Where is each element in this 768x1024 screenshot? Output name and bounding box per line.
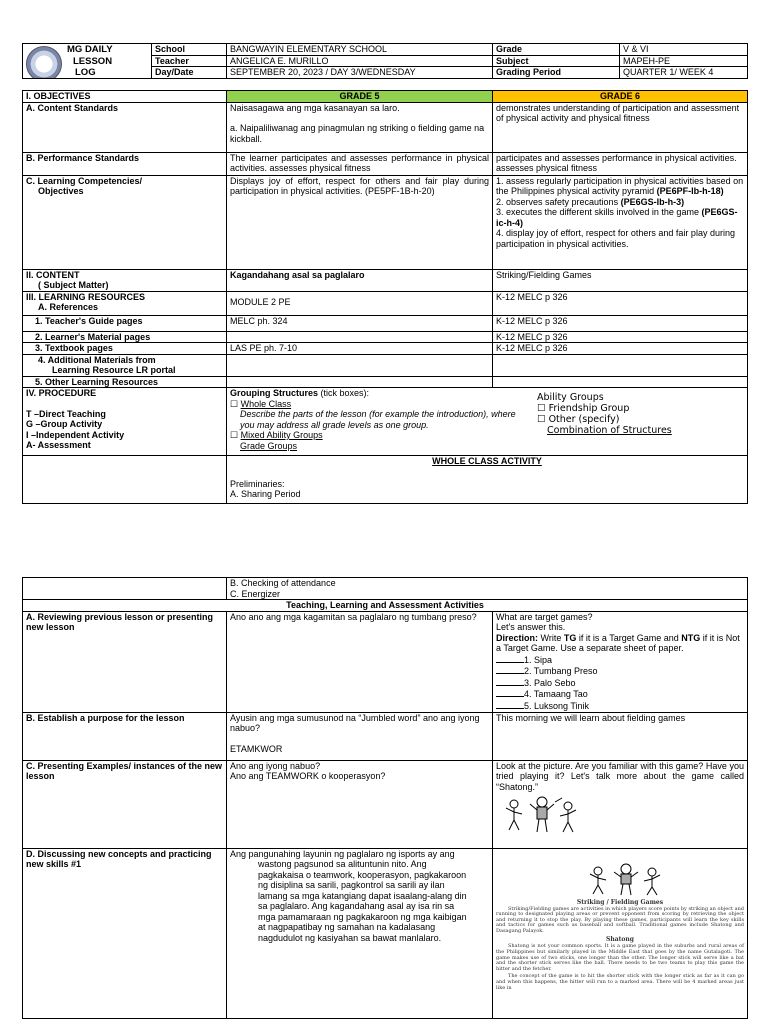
school-label: School	[152, 44, 227, 56]
article-excerpt	[496, 899, 744, 992]
jumbled-word-instruction: Ayusin ang mga sumusunod na “Jumbled word” ano ang iyong nabuo?	[230, 712, 480, 733]
references-g5: MODULE 2 PE	[227, 291, 493, 315]
deped-seal-icon	[26, 46, 62, 79]
energizer-label: C. Energizer	[230, 588, 281, 599]
grade-label: Grade	[493, 44, 620, 56]
additional-materials-line1: 4. Additional Materials from	[38, 354, 156, 365]
performance-standards-g6: participates and assesses performance in physical activities. assesses physical fitness	[493, 152, 748, 175]
content-standards-g5	[227, 102, 493, 152]
grade5-heading: GRADE 5	[227, 91, 493, 103]
whole-class-activity-heading: WHOLE CLASS ACTIVITY	[432, 456, 542, 466]
competencies-label-line1: C. Learning Competencies/	[26, 175, 143, 186]
legend-group-activity: G –Group Activity	[26, 419, 103, 429]
content-standards-g6: demonstrates understanding of participation and assessment of physical activity and physical fitness	[493, 102, 748, 152]
date-value: SEPTEMBER 20, 2023 / DAY 3/WEDNESDAY	[227, 67, 493, 79]
additional-materials-label	[23, 354, 227, 376]
competencies-label-line2: Objectives	[38, 186, 84, 196]
resources-heading: III. LEARNING RESOURCES	[26, 291, 146, 302]
checking-attendance-label: B. Checking of attendance	[230, 578, 336, 588]
teachers-guide-g6: K-12 MELC p 326	[493, 315, 748, 331]
ability-groups-block	[537, 392, 672, 436]
presenting-g5-line1: Ano ang iyong nabuo?	[230, 760, 321, 771]
answer-blank[interactable]	[496, 665, 524, 674]
procedure-heading: IV. PROCEDURE	[26, 388, 97, 398]
presenting-examples-g6	[493, 760, 748, 848]
answer-prompt: Let's answer this.	[496, 622, 566, 632]
procedure-label	[23, 388, 227, 456]
whole-class-activity-left	[23, 456, 227, 504]
performance-standards-g5: The learner participates and assesses performance in physical activities. assesses physical fitness	[227, 152, 493, 175]
competency-item: 4. display joy of effort, respect for others and fair play during participation in physical activities.	[496, 228, 735, 249]
grade-groups-label: Grade Groups	[240, 440, 298, 451]
article-title: Striking / Fielding Games	[576, 898, 664, 906]
legend-assessment: A- Assessment	[26, 440, 91, 450]
whole-class-note: Describe the parts of the lesson (for example the introduction), where you may address all grade levels as one group.	[240, 409, 516, 430]
quiz-item: 3. Palo Sebo	[496, 677, 744, 689]
grouping-structures-cell	[227, 388, 748, 456]
whole-class-checkbox-icon[interactable]: ☐	[230, 398, 239, 409]
other-specify-label: Other (specify)	[548, 414, 620, 425]
content-standards-g5-line2: a. Naipaliliwanag ang pinagmulan ng striking o fielding game na kickball.	[230, 123, 485, 144]
competency-item: 2. observes safety precautions (PE6GS-lb-h-3)	[496, 196, 685, 207]
competencies-g5: Displays joy of effort, respect for others and fair play during participation in physical activities. (PE5PF-1B-h-20)	[227, 175, 493, 269]
legend-independent-activity: I –Independent Activity	[26, 429, 125, 440]
answer-blank[interactable]	[496, 700, 524, 709]
discussing-concepts-g5	[227, 848, 493, 1018]
reviewing-lesson-g6	[493, 611, 748, 712]
target-games-question: What are target games?	[496, 611, 593, 622]
establish-purpose-g6: This morning we will learn about fielding games	[493, 712, 748, 760]
striking-fielding-illustration	[584, 863, 668, 897]
competency-item: 1. assess regularly participation in physical activities based on the Philippines physical activity pyramid (PE6PF-lb-h-18)	[496, 175, 744, 196]
answer-blank[interactable]	[496, 654, 524, 663]
presenting-g6-text: Look at the picture. Are you familiar with this game? Have you tried playing it? Let's talk more about the game called “Shatong.”	[496, 760, 745, 792]
article-paragraph-3: The concept of the game is to hit the shorter stick with the longer stick as far as it can go and when this happens, the hitter will run to a marked area. There will be 4 marked areas just like in	[496, 973, 745, 991]
header-table	[22, 43, 748, 79]
attendance-cell	[227, 578, 748, 600]
additional-materials-g6	[493, 354, 748, 376]
content-standards-g5-line1: Naisasagawa ang mga kasanayan sa laro.	[230, 102, 400, 113]
answer-blank[interactable]	[496, 677, 524, 686]
objectives-heading: I. OBJECTIVES	[23, 91, 227, 103]
teacher-value: ANGELICA E. MURILLO	[227, 55, 493, 67]
content-g5: Kagandahang asal sa paglalaro	[227, 269, 493, 291]
content-standards-label: A. Content Standards	[23, 102, 227, 152]
article-subheading: Shatong	[606, 936, 634, 944]
answer-blank[interactable]	[496, 688, 524, 697]
mixed-ability-checkbox-icon[interactable]: ☐	[230, 430, 239, 440]
references-label: A. References	[38, 302, 99, 312]
presenting-examples-g5	[227, 760, 493, 848]
content-label-line2: ( Subject Matter)	[38, 280, 109, 290]
header-title-cell	[23, 44, 152, 79]
article-paragraph-1: Striking/Fielding games are activities in which players score points by striking an object and running to designated playing areas or prevent opponent from scoring by retrieving the object and returning it to stop the play. By playing these games, participants will learn the key skills and tactics for games such as baseball and softball. Traditional games include Shatong and Dasagang Palayok.	[496, 905, 745, 934]
subject-value: MAPEH-PE	[620, 55, 748, 67]
competencies-label	[23, 175, 227, 269]
jumbled-word: ETAMKWOR	[230, 743, 283, 754]
title-line-3: LOG	[75, 67, 96, 78]
learners-material-g6: K-12 MELC p 326	[493, 331, 748, 343]
discussing-concepts-label: D. Discussing new concepts and practicing new skills #1	[23, 848, 227, 1018]
title-line-1: MG DAILY	[67, 44, 113, 55]
objectives-table	[22, 90, 748, 504]
learners-material-label: 2. Learner's Material pages	[23, 331, 227, 343]
other-resources-g5	[227, 376, 493, 388]
teachers-guide-g5: MELC ph. 324	[227, 315, 493, 331]
grouping-suffix: (tick boxes):	[318, 388, 370, 398]
grading-period-value: QUARTER 1/ WEEK 4	[620, 67, 748, 79]
mixed-ability-label: Mixed Ability Groups	[240, 430, 323, 440]
references-g6: K-12 MELC p 326	[493, 291, 748, 315]
legend-direct-teaching: T –Direct Teaching	[26, 408, 106, 419]
lesson-log-page-1	[22, 43, 747, 504]
establish-purpose-g5	[227, 712, 493, 760]
quiz-item: 1. Sipa	[496, 654, 744, 666]
children-playing-illustration	[500, 794, 584, 838]
content-g6: Striking/Fielding Games	[493, 269, 748, 291]
quiz-item: 5. Luksong Tinik	[496, 700, 744, 712]
other-checkbox-icon[interactable]: ☐	[537, 414, 546, 425]
whole-class-label: Whole Class	[240, 398, 292, 409]
date-label: Day/Date	[152, 67, 227, 79]
grouping-title: Grouping Structures	[230, 388, 319, 398]
attendance-left	[23, 578, 227, 600]
resources-label	[23, 291, 227, 315]
textbook-g5: LAS PE ph. 7-10	[227, 343, 493, 355]
title-line-2: LESSON	[73, 55, 113, 67]
teachers-guide-label: 1. Teacher's Guide pages	[23, 315, 227, 331]
discussing-g5-text: Ang pangunahing layunin ng paglalaro ng isports ay ang wastong pagsunod sa alituntunin nito. Ang pagkakaisa o teamwork, kooperasyon, pagkakaroon ng disiplina sa sarili, pagkontrol sa sarili ay ilan lamang sa mga katangiang dapat isaalang-alang din sa paglalaro. Ang kagandahang asal ay isa rin sa mga pamamaraan ng pagkakaroon ng mga kaibigan at nagpapatibay ng samahan na kadalasang nagdudulot ng kasiyahan sa bawat manlalaro.	[230, 848, 467, 943]
performance-standards-label: B. Performance Standards	[23, 152, 227, 175]
school-value: BANGWAYIN ELEMENTARY SCHOOL	[227, 44, 493, 56]
sharing-period-label: A. Sharing Period	[230, 489, 301, 499]
preliminaries-label: Preliminaries:	[230, 478, 285, 489]
content-label-line1: II. CONTENT	[26, 269, 80, 280]
combination-label: Combination of Structures	[547, 425, 672, 436]
discussing-concepts-g6	[493, 848, 748, 1018]
content-label	[23, 269, 227, 291]
presenting-g5-line2: Ano ang TEAMWORK o kooperasyon?	[230, 771, 386, 781]
other-resources-g6	[493, 376, 748, 388]
ability-groups-label: Ability Groups	[537, 392, 604, 403]
subject-label: Subject	[493, 55, 620, 67]
direction-text: Direction: Write TG if it is a Target Game and NTG if it is Not a Target Game. Use a separate sheet of paper.	[496, 632, 740, 653]
presenting-examples-label: C. Presenting Examples/ instances of the new lesson	[23, 760, 227, 848]
grading-period-label: Grading Period	[493, 67, 620, 79]
grade6-heading: GRADE 6	[493, 91, 748, 103]
additional-materials-g5	[227, 354, 493, 376]
learners-material-g5	[227, 331, 493, 343]
activities-table	[22, 577, 748, 1019]
competencies-g6	[493, 175, 748, 269]
other-resources-label: 5. Other Learning Resources	[23, 376, 227, 388]
teacher-label: Teacher	[152, 55, 227, 67]
reviewing-lesson-label: A. Reviewing previous lesson or presenting new lesson	[23, 611, 227, 712]
friendship-group-label: Friendship Group	[548, 403, 630, 414]
quiz-item: 4. Tamaang Tao	[496, 688, 744, 700]
whole-class-activity-cell	[227, 456, 748, 504]
additional-materials-line2: Learning Resource LR portal	[52, 365, 176, 375]
reviewing-lesson-g5: Ano ano ang mga kagamitan sa paglalaro ng tumbang preso?	[227, 611, 493, 712]
friendship-checkbox-icon[interactable]: ☐	[537, 403, 546, 414]
quiz-item: 2. Tumbang Preso	[496, 665, 744, 677]
article-paragraph-2: Shatong is not your common sports. It is a game played in the suburbs and rural areas of the Philippines but similarly played in the Middle East that goes by the name Gutalagoti. The game makes use of two sticks, one longer than the other. The longer stick will serve like a bat and the shorter stick serves like the ball. There needs to be two teams to play this game the hitter and the fetcher.	[496, 943, 745, 972]
competency-item: 3. executes the different skills involved in the game (PE6GS-ic-h-4)	[496, 207, 738, 228]
tla-heading: Teaching, Learning and Assessment Activities	[23, 600, 748, 612]
textbook-g6: K-12 MELC p 326	[493, 343, 748, 355]
grade-value: V & VI	[620, 44, 748, 56]
lesson-log-page-2	[22, 577, 747, 1019]
textbook-label: 3. Textbook pages	[23, 343, 227, 355]
establish-purpose-label: B. Establish a purpose for the lesson	[23, 712, 227, 760]
